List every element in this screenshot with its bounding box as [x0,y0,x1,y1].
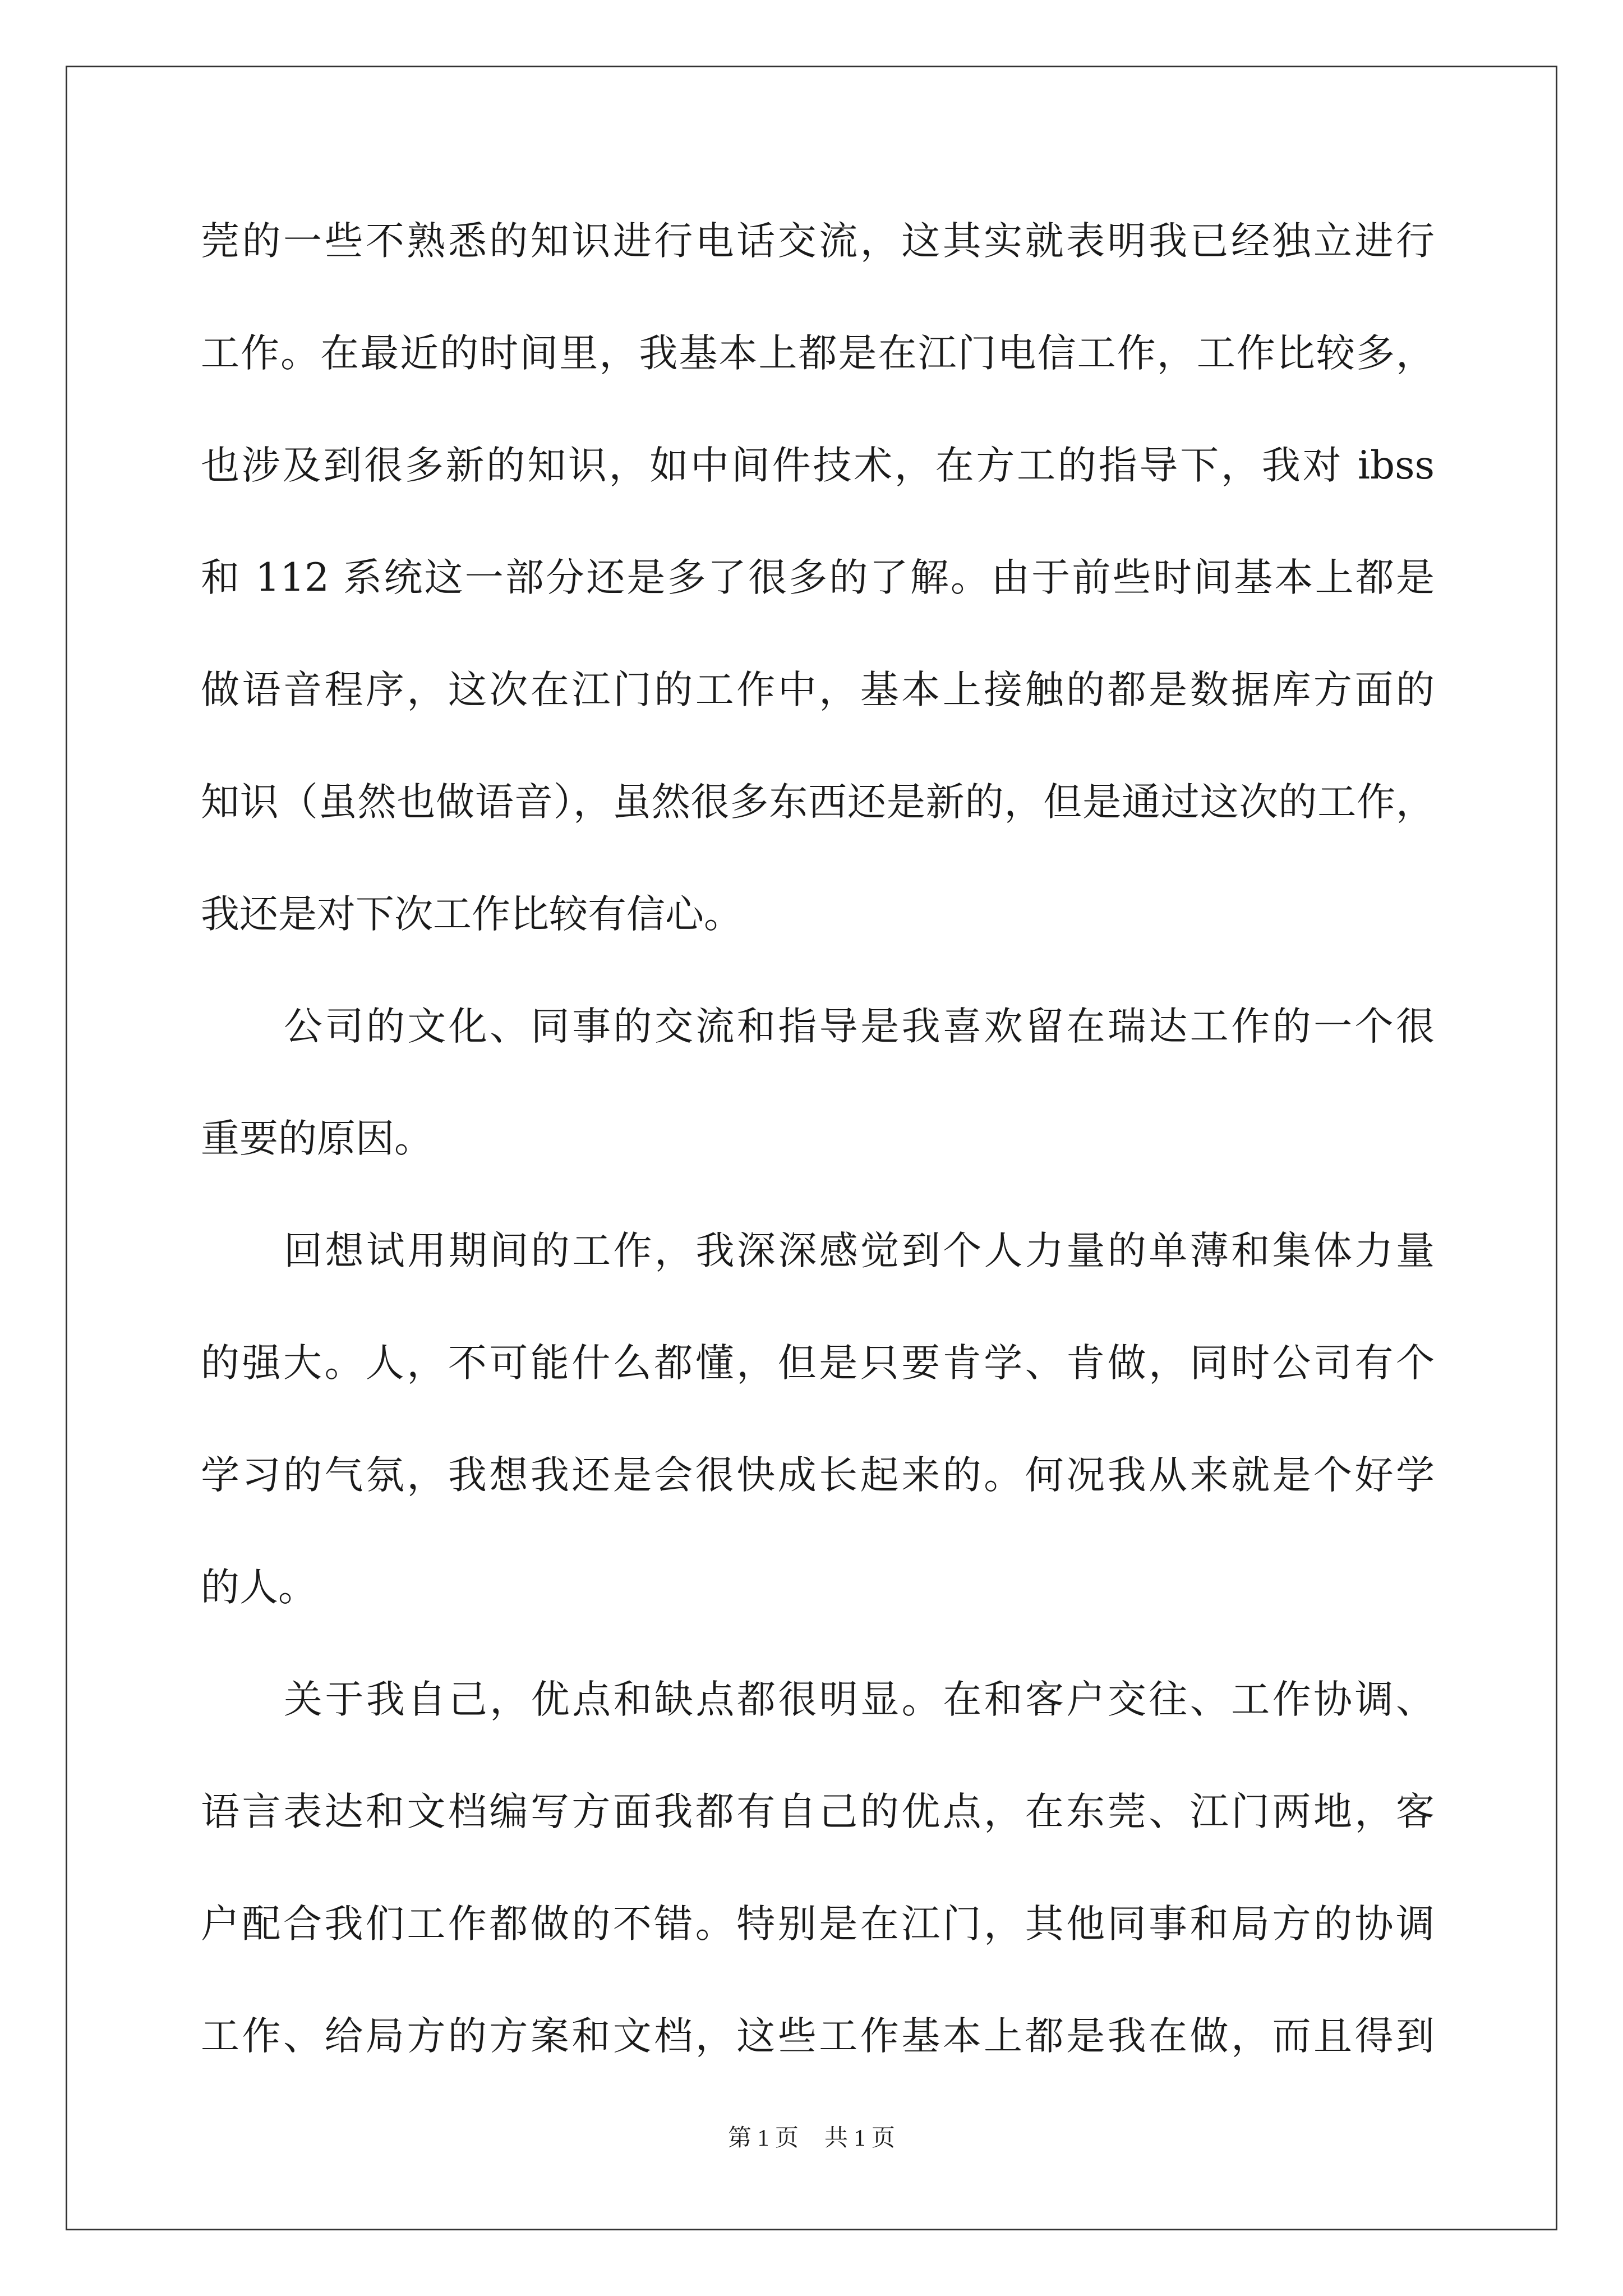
paragraph-first-line: 关于我自己，优点和缺点都很明显。在和客户交往、工作协调、 [284,1677,1435,1722]
text-line: 和 112 系统这一部分还是多了很多的了解。由于前些时间基本上都是 [201,555,1435,600]
paragraph-first-line: 公司的文化、同事的交流和指导是我喜欢留在瑞达工作的一个很 [284,1004,1435,1049]
page-number-total: 共 1 页 [824,2125,896,2151]
text-line: 的强大。人，不可能什么都懂，但是只要肯学、肯做，同时公司有个 [201,1341,1435,1386]
text-line: 知识（虽然也做语音），虽然很多东西还是新的，但是通过这次的工作， [201,780,1435,825]
text-line: 语言表达和文档编写方面我都有自己的优点，在东莞、江门两地，客 [201,1789,1435,1834]
text-line: 重要的原因。 [201,1116,433,1161]
paragraph-first-line: 回想试用期间的工作，我深深感觉到个人力量的单薄和集体力量 [284,1228,1435,1273]
text-line: 做语音程序，这次在江门的工作中，基本上接触的都是数据库方面的 [201,668,1435,712]
text-line: 工作。在最近的时间里，我基本上都是在江门电信工作，工作比较多， [201,331,1435,376]
page-footer [0,2122,1623,2155]
text-line: 工作、给局方的方案和文档，这些工作基本上都是我在做，而且得到 [201,2014,1435,2059]
text-line: 户配合我们工作都做的不错。特别是在江门，其他同事和局方的协调 [201,1902,1435,1947]
text-line: 的人。 [201,1565,317,1610]
text-line: 学习的气氛，我想我还是会很快成长起来的。何况我从来就是个好学 [201,1453,1435,1498]
text-line: 我还是对下次工作比较有信心。 [201,892,743,937]
page-number-current: 第 1 页 [727,2125,799,2151]
text-line: 也涉及到很多新的知识，如中间件技术，在方工的指导下，我对 ibss [201,443,1435,488]
text-line: 莞的一些不熟悉的知识进行电话交流，这其实就表明我已经独立进行 [201,219,1435,264]
